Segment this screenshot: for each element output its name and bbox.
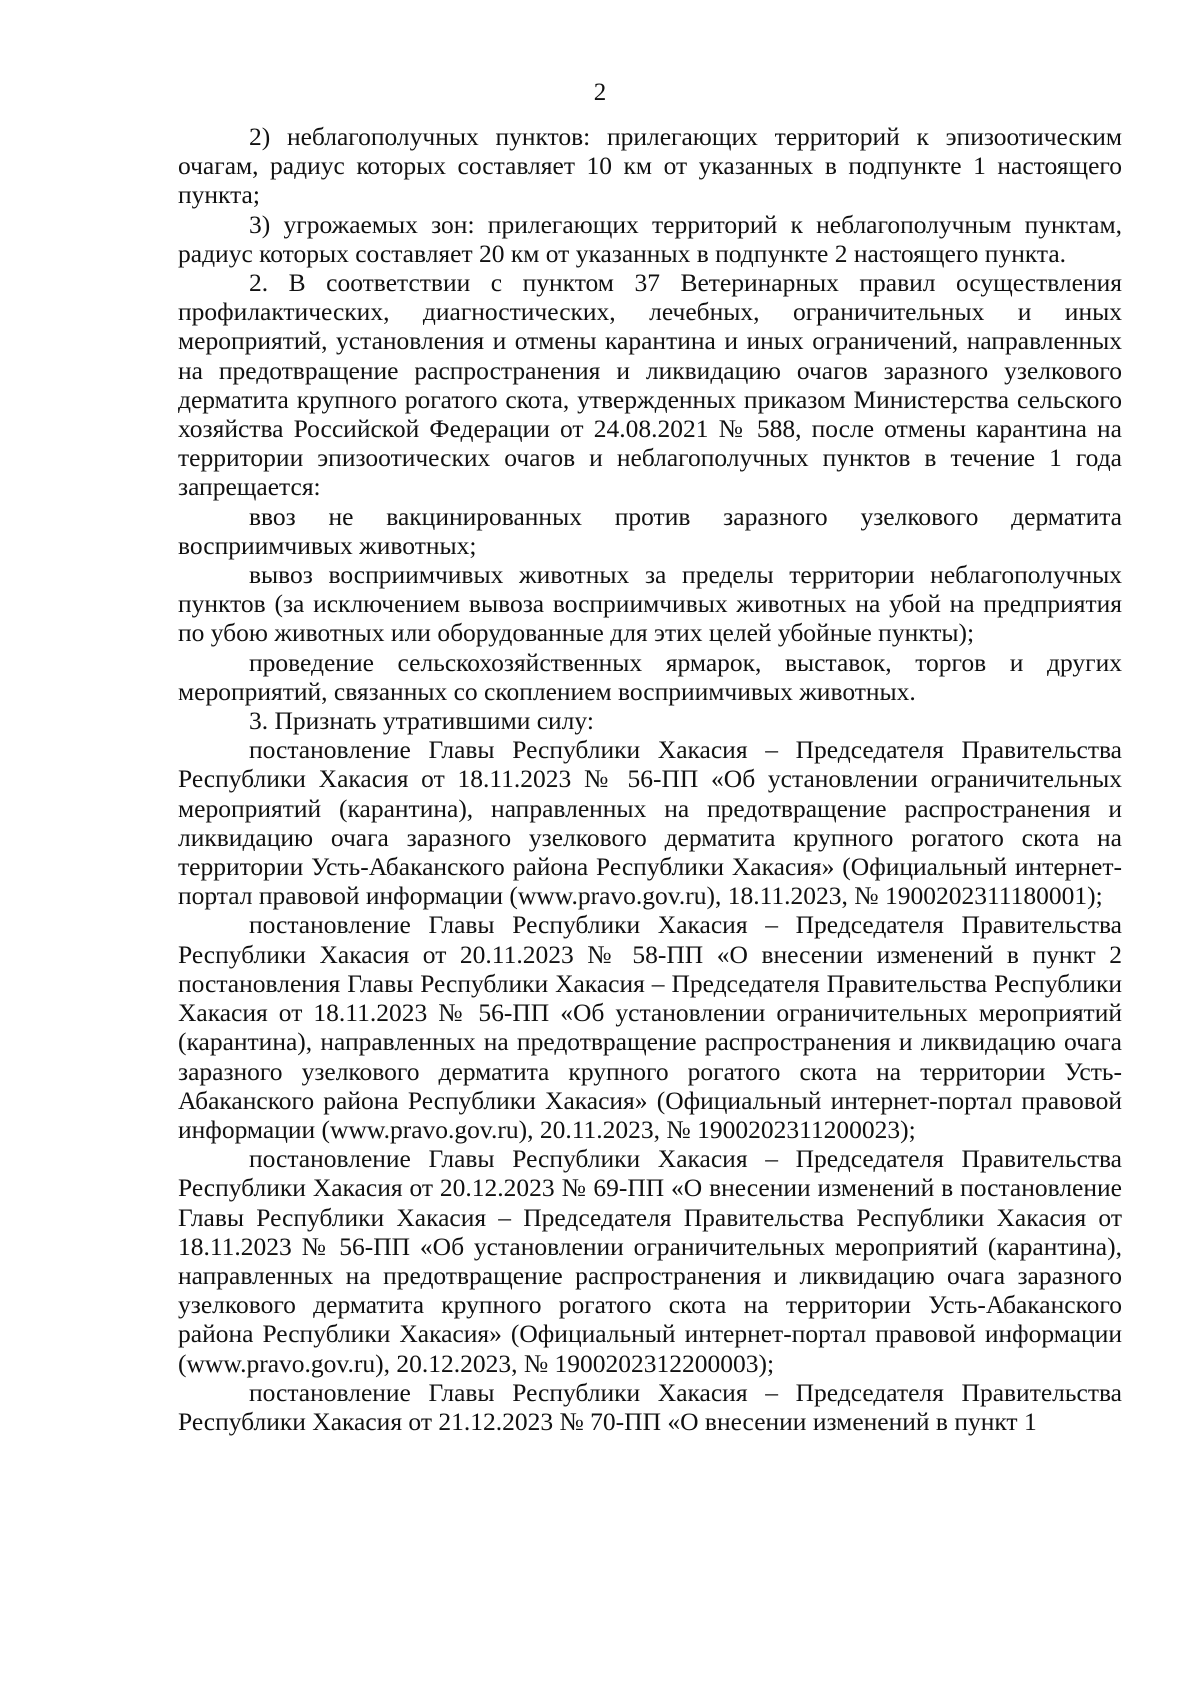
paragraph-repealed-decree-58: постановление Главы Республики Хакасия – Председателя Правительства Республики Хакасия от 20.11.2023 № 58-ПП «О внесении изменений в пункт 2 постановления Главы Республики Хакасия – Председателя Правительства Республики Хакасия от 18.11.2023 № 56-ПП «Об установлении ограничительных мероприятий (карантина), направленных на предотвращение распространения и ликвидацию очага заразного узелкового дерматита крупного рогатого скота на территории Усть-Абаканского района Республики Хакасия» (Официальный интернет-портал правовой информации (www.pravo.gov.ru), 20.11.2023, № 1900202311200023); xyxy=(178,910,1122,1144)
paragraph-repealed-decree-69: постановление Главы Республики Хакасия – Председателя Правительства Республики Хакасия от 20.12.2023 № 69-ПП «О внесении изменений в постановление Главы Республики Хакасия – Председателя Правительства Республики Хакасия от 18.11.2023 № 56-ПП «Об установлении ограничительных мероприятий (карантина), направленных на предотвращение распространения и ликвидацию очага заразного узелкового дерматита крупного рогатого скота на территории Усть-Абаканского района Республики Хакасия» (Официальный интернет-портал правовой информации (www.pravo.gov.ru), 20.12.2023, № 1900202312200003); xyxy=(178,1144,1122,1378)
document-body xyxy=(178,122,1122,1436)
paragraph-item-2-dysfunctional-points: 2) неблагополучных пунктов: прилегающих территорий к эпизоотическим очагам, радиус которых составляет 10 км от указанных в подпункте 1 настоящего пункта; xyxy=(178,122,1122,210)
paragraph-ban-import: ввоз не вакцинированных против заразного узелкового дерматита восприимчивых животных; xyxy=(178,501,1122,560)
page-number: 2 xyxy=(593,79,607,106)
paragraph-item-3-threatened-zones: 3) угрожаемых зон: прилегающих территорий к неблагополучным пунктам, радиус которых составляет 20 км от указанных в подпункте 2 настоящего пункта. xyxy=(178,209,1122,268)
paragraph-repealed-decree-70: постановление Главы Республики Хакасия – Председателя Правительства Республики Хакасия от 21.12.2023 № 70-ПП «О внесении изменений в пункт 1 xyxy=(178,1377,1122,1436)
paragraph-section-3-repeal: 3. Признать утратившими силу: xyxy=(249,706,594,736)
paragraph-ban-fairs: проведение сельскохозяйственных ярмарок, выставок, торгов и других мероприятий, связанных со скоплением восприимчивых животных. xyxy=(178,647,1122,706)
paragraph-section-2-veterinary-rules: 2. В соответствии с пунктом 37 Ветеринарных правил осуществления профилактических, диагностических, лечебных, ограничительных и иных мероприятий, установления и отмены карантина и иных ограничений, направленных на предотвращение распространения и ликвидацию очагов заразного узелкового дерматита крупного рогатого скота, утвержденных приказом Министерства сельского хозяйства Российской Федерации от 24.08.2021 № 588, после отмены карантина на территории эпизоотических очагов и неблагополучных пунктов в течение 1 года запрещается: xyxy=(178,268,1122,502)
paragraph-repealed-decree-56: постановление Главы Республики Хакасия – Председателя Правительства Республики Хакасия от 18.11.2023 № 56-ПП «Об установлении ограничительных мероприятий (карантина), направленных на предотвращение распространения и ликвидацию очага заразного узелкового дерматита крупного рогатого скота на территории Усть-Абаканского района Республики Хакасия» (Официальный интернет-портал правовой информации (www.pravo.gov.ru), 18.11.2023, № 1900202311180001); xyxy=(178,735,1122,911)
paragraph-ban-export: вывоз восприимчивых животных за пределы территории неблагополучных пунктов (за исключением вывоза восприимчивых животных на убой на предприятия по убою животных или оборудованные для этих целей убойные пункты); xyxy=(178,560,1122,648)
